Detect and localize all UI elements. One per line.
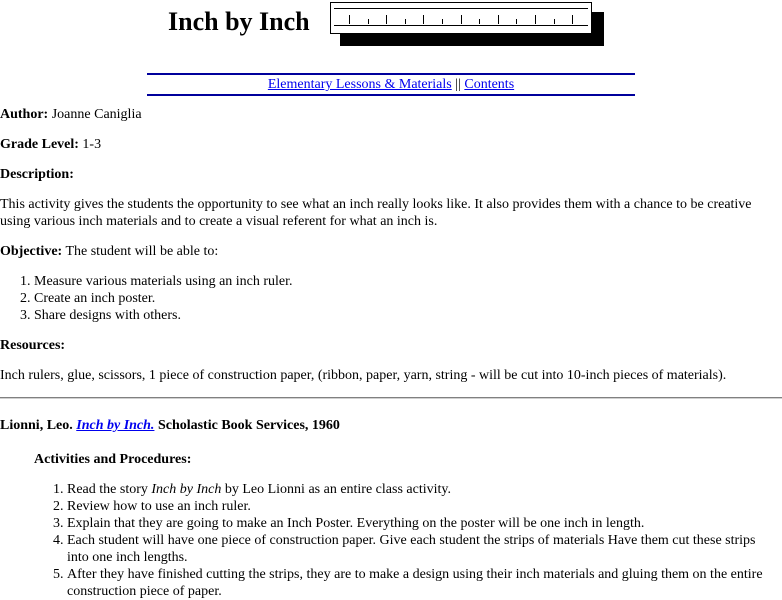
ruler-baseline: [334, 25, 588, 26]
list-item: 3. Share designs with others.: [34, 307, 782, 324]
author-label: Author:: [0, 107, 49, 122]
ruler-graphic: [330, 2, 606, 46]
story-title: Inch by Inch: [151, 482, 222, 497]
ruler-tick: [572, 15, 573, 24]
procedures-list: [0, 481, 782, 600]
list-item: 1. Measure various materials using an inch ruler.: [34, 273, 782, 290]
ruler-tick: [479, 19, 480, 24]
list-item: 2. Create an inch poster.: [34, 290, 782, 307]
grade-value: 1-3: [82, 137, 102, 152]
book-citation: [0, 417, 782, 434]
ruler-tick: [516, 19, 517, 24]
lesson-content: [0, 106, 782, 600]
grade-label: Grade Level:: [0, 137, 79, 152]
ruler-tick: [461, 15, 462, 24]
book-publisher: Scholastic Book Services, 1960: [157, 418, 340, 433]
ruler-tick: [386, 15, 387, 24]
objective-label: Objective:: [0, 244, 63, 259]
ruler-tick: [368, 19, 369, 24]
list-item: 4. Each student will have one piece of construction paper. Give each student the strips of materials Have them cut these strips into one inch lengths.: [67, 532, 782, 566]
ruler-tick: [405, 19, 406, 24]
elementary-lessons-link[interactable]: Elementary Lessons & Materials: [267, 77, 452, 92]
list-item: 3. Explain that they are going to make an Inch Poster. Everything on the poster will be one inch in length.: [67, 515, 782, 532]
list-item: 2. Review how to use an inch ruler.: [67, 498, 782, 515]
description-text: This activity gives the students the opportunity to see what an inch really looks like. It also provides them with a chance to be creative using various inch materials and to create a visual referent for what an inch is.: [0, 197, 752, 229]
book-author: Lionni, Leo.: [0, 418, 73, 433]
ruler-tick: [498, 15, 499, 24]
author-line: [0, 106, 782, 123]
ruler-tick: [442, 19, 443, 24]
procedures-section: [0, 481, 782, 600]
objective-line: [0, 243, 782, 260]
procedures-heading: [0, 451, 782, 468]
procedure-text: by Leo Lionni as an entire class activity.: [221, 482, 451, 497]
contents-link[interactable]: Contents: [464, 77, 515, 92]
book-title-link[interactable]: Inch by Inch.: [76, 418, 155, 433]
section-divider: [0, 397, 782, 399]
objective-list: [0, 273, 782, 324]
author-value: Joanne Caniglia: [51, 107, 142, 122]
ruler-tick: [423, 15, 424, 24]
procedure-text: Read the story: [67, 482, 152, 497]
page-title: Inch by Inch: [168, 7, 310, 36]
description-label: Description:: [0, 167, 74, 182]
nav-links: [147, 75, 635, 94]
ruler-icon: [330, 2, 592, 34]
procedures-label: Activities and Procedures:: [34, 452, 192, 467]
ruler-tick: [554, 19, 555, 24]
ruler-tick: [535, 15, 536, 24]
ruler-tick: [349, 15, 350, 24]
resources-text: Inch rulers, glue, scissors, 1 piece of construction paper, (ribbon, paper, yarn, string - will be cut into 10-inch pieces of materials).: [0, 368, 727, 383]
nav-rule-bottom: [147, 94, 635, 96]
grade-line: [0, 136, 782, 153]
objective-intro: The student will be able to:: [65, 244, 219, 259]
nav-separator: ||: [451, 77, 465, 92]
resources-heading: [0, 337, 782, 354]
list-item: 5. After they have finished cutting the strips, they are to make a design using their inch materials and gluing them on the entire construction piece of paper.: [67, 566, 782, 600]
list-item: [67, 481, 782, 498]
ruler-top-line: [334, 8, 588, 9]
nav-bar: [147, 73, 635, 96]
resources-label: Resources:: [0, 338, 66, 353]
description-heading: [0, 166, 782, 183]
